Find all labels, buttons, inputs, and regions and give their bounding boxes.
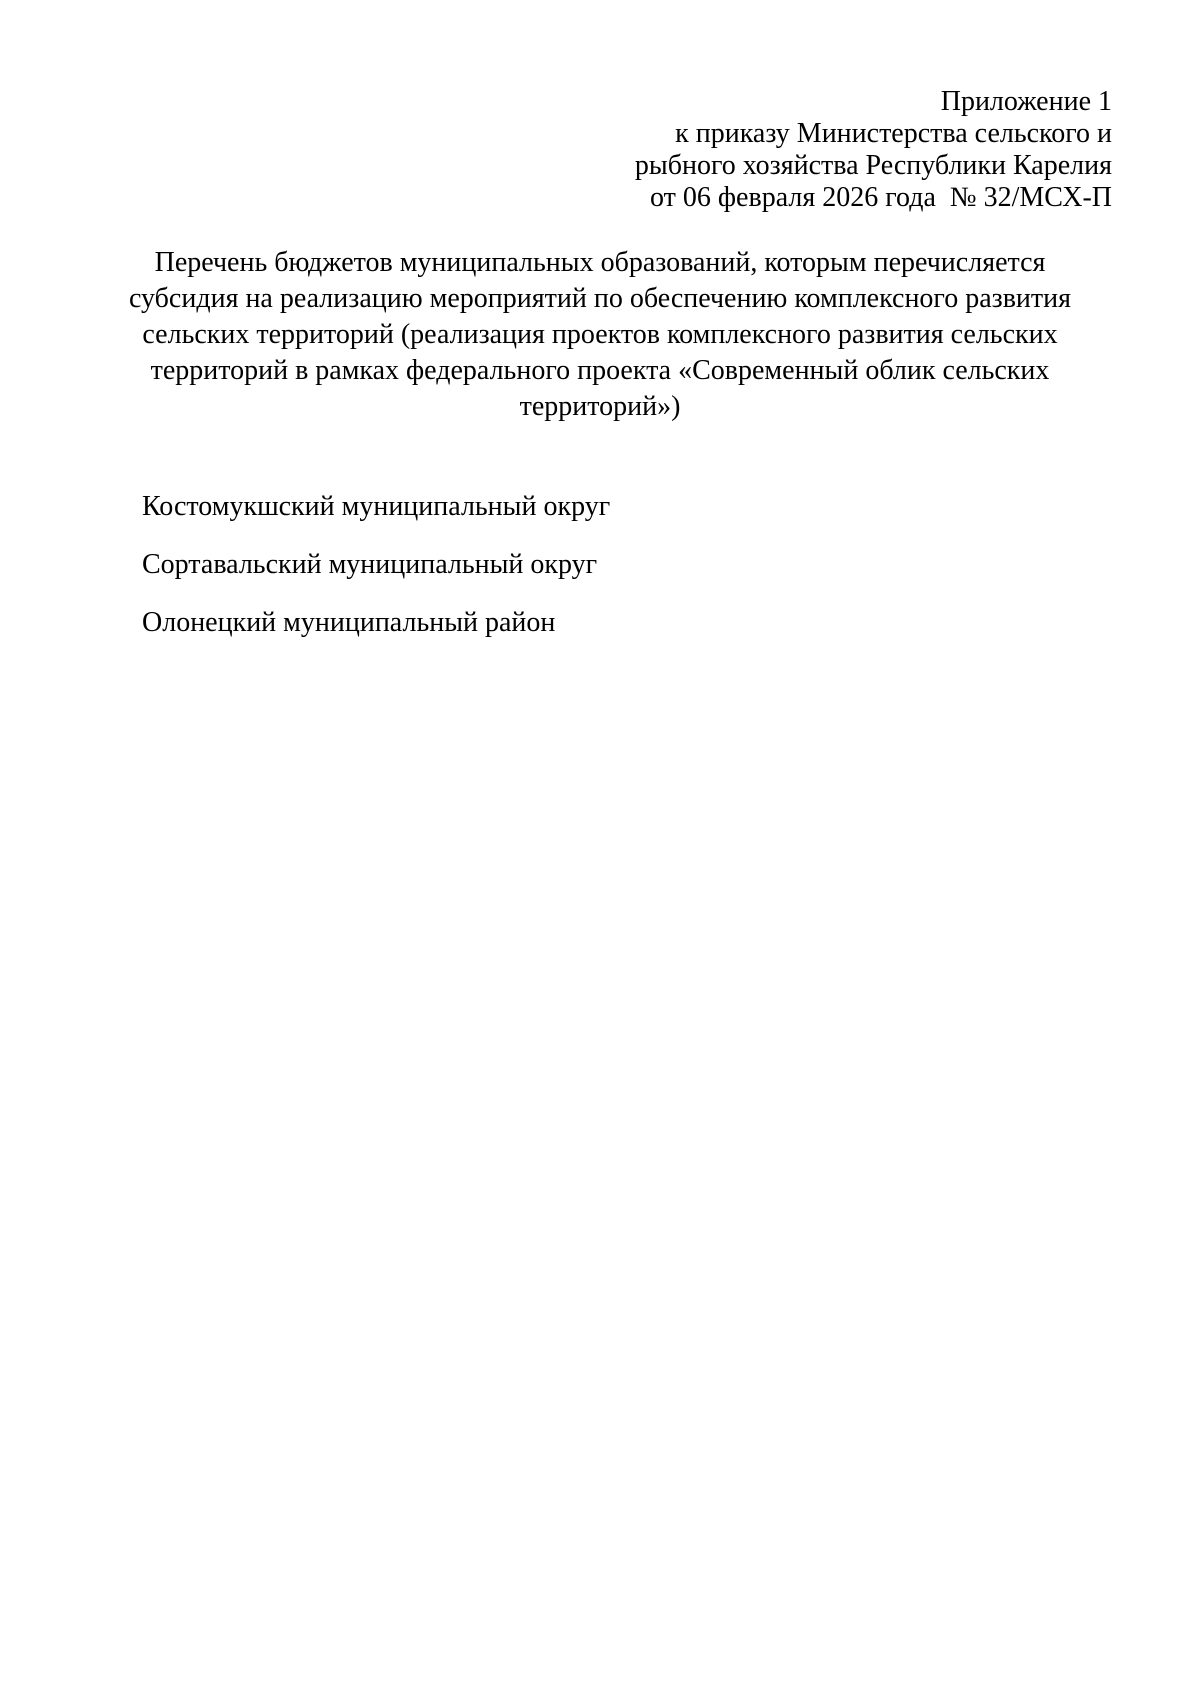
title-line: Перечень бюджетов муниципальных образований, которым перечисляется (154, 247, 1046, 278)
document-title (120, 245, 1080, 425)
title-line: территорий») (519, 391, 681, 422)
title-line: сельских территорий (реализация проектов комплексного развития сельских (142, 319, 1058, 350)
municipality-item: Костомукшский муниципальный округ (142, 491, 611, 522)
appendix-number: Приложение 1 (940, 86, 1112, 117)
municipality-item: Сортавальский муниципальный округ (142, 549, 598, 580)
municipality-item: Олонецкий муниципальный район (142, 607, 556, 638)
order-date-number: от 06 февраля 2026 года № 32/МСХ-П (650, 182, 1112, 213)
appendix-header (635, 86, 1112, 214)
order-reference: к приказу Министерства сельского и (675, 118, 1112, 149)
title-line: территорий в рамках федерального проекта «Современный облик сельских (150, 355, 1050, 386)
municipality-list (142, 491, 610, 665)
title-line: субсидия на реализацию мероприятий по обеспечению комплексного развития (128, 283, 1072, 314)
ministry-name: рыбного хозяйства Республики Карелия (634, 150, 1112, 181)
